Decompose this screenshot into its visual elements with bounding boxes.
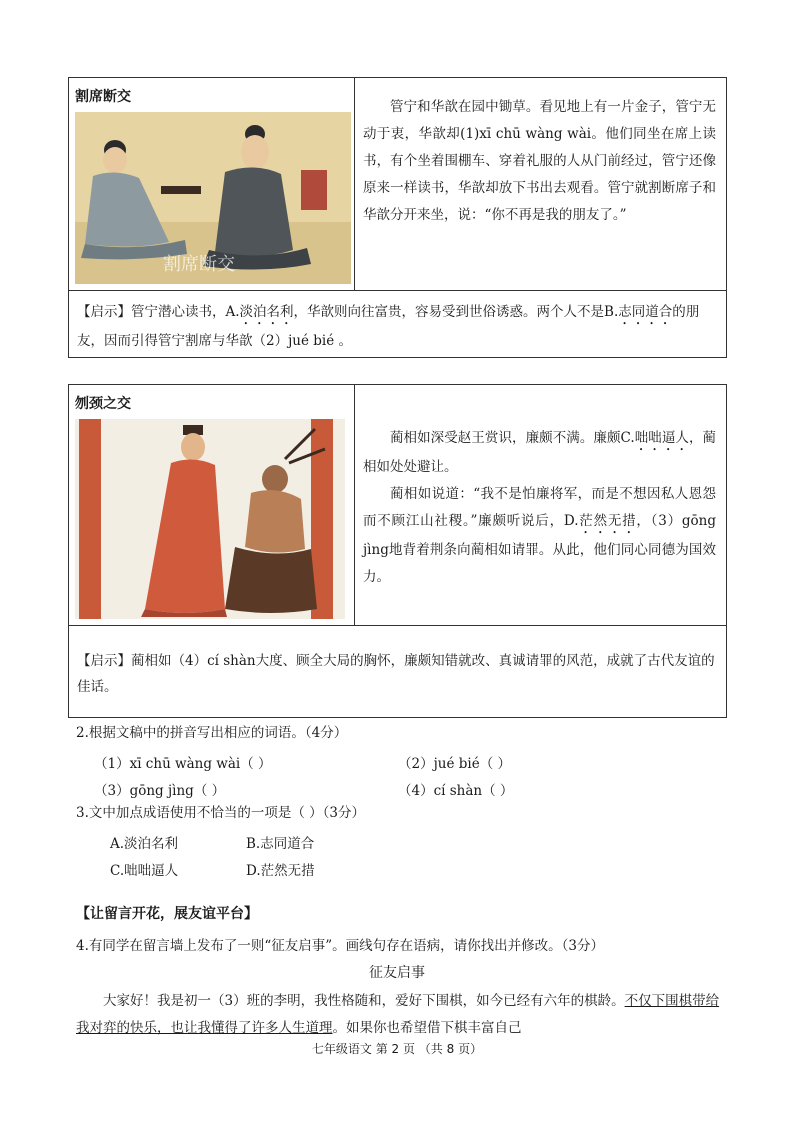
question-2-stem: 2.根据文稿中的拼音写出相应的词语。（4分） [76,725,348,741]
question-3-stem: 3.文中加点成语使用不恰当的一项是（ ）（3分） [76,805,366,821]
idiom-b: 志同道合 [618,304,673,320]
story-2-text-cell [355,385,726,625]
story-1-title: 割席断交 [75,89,131,105]
story-table-1 [68,77,727,358]
insight-label: 【启示】 [77,304,131,320]
notice-body: 大家好！我是初一（3）班的李明，我性格随和，爱好下围棋，如今已经有六年的棋龄。不仅下围棋带给我对弈的快乐，也让我懂得了许多人生道理。如果你也希望借下棋丰富自己 [76,993,720,1036]
idiom-d: 茫然无措 [578,513,637,529]
story-2-insight: 【启示】蔺相如（4）cí shàn大度、顾全大局的胸怀，廉颇知错就改、真诚请罪的风范，成就了古代友谊的佳话。 [77,653,715,695]
story-2-para-2: 蔺相如说道：“我不是怕廉将军，而是不想因私人恩怨而不顾江山社稷。”廉颇听说后，D.茫然无措，（3）gōng jìng地背着荆条向蔺相如请罪。从此，他们同心同德为国效力。 [363,486,716,585]
story-1-insight: 【启示】管宁潜心读书，A.淡泊名利，华歆则向往富贵，容易受到世俗诱惑。两个人不是B.志同道合的朋友，因而引得管宁割席与华歆（2）jué bié 。 [77,304,700,349]
idiom-a: 淡泊名利 [239,304,294,320]
notice-title: 征友启事 [369,965,425,981]
story-1-illustration [75,112,351,284]
story-2-illustration [75,419,345,619]
story-1-image-cell [69,78,355,290]
idiom-c: 咄咄逼人 [634,430,689,446]
section-title: 【让留言开花，展友谊平台】 [76,906,258,922]
story-2-title: 刎颈之交 [75,396,131,412]
q3-option-c[interactable]: C.咄咄逼人 [110,863,179,879]
story-1-image-caption: 割席断交 [163,254,235,275]
q2-item-3[interactable]: （3）gōng jìng（ ） [94,783,226,799]
story-2-para-1: 蔺相如深受赵王赏识，廉颇不满。廉颇C.咄咄逼人，蔺相如处处避让。 [363,430,717,475]
q2-item-2[interactable]: （2）jué bié（ ） [398,756,511,772]
story-1-text-cell [355,78,726,290]
q2-item-4[interactable]: （4）cí shàn（ ） [398,783,514,799]
q3-option-d[interactable]: D.茫然无措 [246,863,315,879]
question-4-stem: 4.有同学在留言墙上发布了一则“征友启事”。画线句存在语病，请你找出并修改。（3分） [76,938,605,954]
q2-item-1[interactable]: （1）xī chū wàng wài（ ） [94,756,272,772]
page-footer: 七年级语文 第 2 页 （共 8 页） [311,1042,483,1056]
story-1-text: 管宁和华歆在园中锄草。看见地上有一片金子，管宁无动于衷，华歆却(1)xī chū wàng wài。他们同坐在席上读书，有个坐着围棚车、穿着礼服的人从门前经过，管宁还像原来一样读书，华歆却放下书出去观看。管宁就割断席子和华歆分开来坐，说：“你不再是我的朋友了。” [363,99,716,223]
q3-option-b[interactable]: B.志同道合 [246,836,315,852]
story-table-2 [68,384,727,718]
q3-option-a[interactable]: A.淡泊名利 [110,836,179,852]
story-2-image-cell [69,385,355,625]
flawed-sentence: 不仅下围棋带给我对弈的快乐，也让我懂得了许多人生道理 [76,993,720,1036]
insight-label: 【启示】 [77,653,131,669]
